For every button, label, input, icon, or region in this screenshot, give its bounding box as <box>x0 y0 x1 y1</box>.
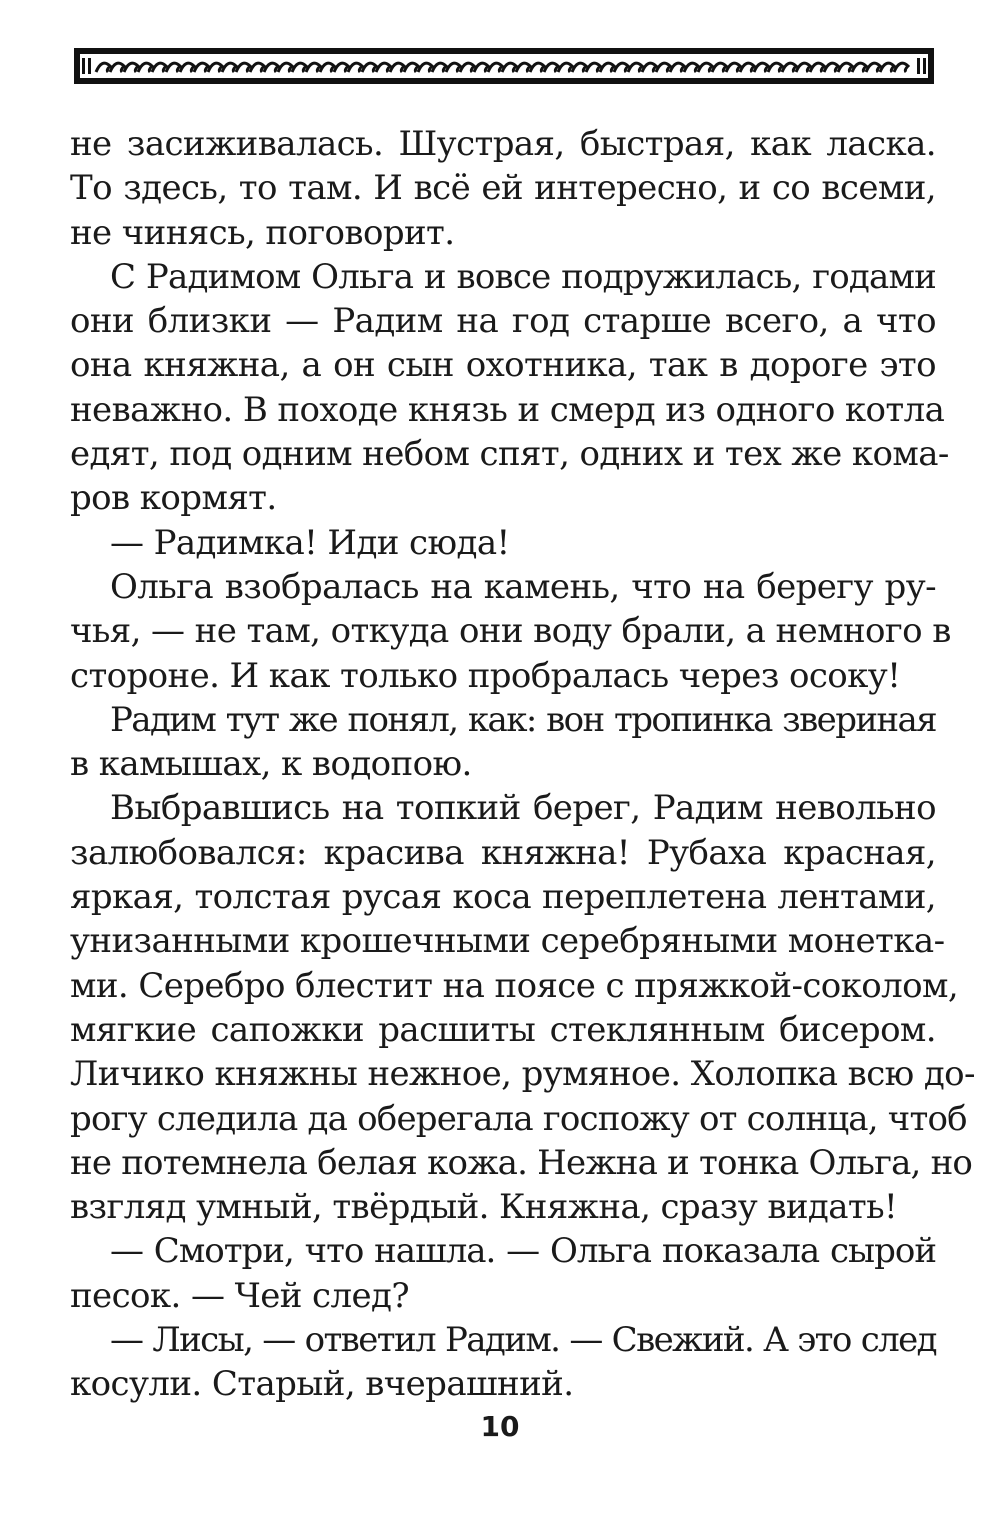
ornamental-border-icon <box>74 46 934 86</box>
page-number: 10 <box>480 1410 520 1443</box>
text-line: залюбовался: красива княжна! Рубаха красная, <box>70 832 936 873</box>
text-line: они близки — Радим на год старше всего, а что <box>70 301 936 342</box>
text-line: она княжна, а он сын охотника, так в дороге это <box>70 345 936 386</box>
page-text <box>70 122 975 1407</box>
text-line: Выбравшись на топкий берег, Радим невольно <box>110 788 936 829</box>
text-line: едят, под одним небом спят, одних и тех же кома- <box>70 434 949 475</box>
text-line: взгляд умный, твёрдый. Княжна, сразу видать! <box>70 1187 898 1228</box>
text-line: унизанными крошечными серебряными монетка- <box>70 921 945 962</box>
text-line: яркая, толстая русая коса переплетена лентами, <box>70 877 936 918</box>
text-line: ров кормят. <box>70 478 277 519</box>
text-line: Радим тут же понял, как: вон тропинка звериная <box>110 699 936 740</box>
text-line: песок. — Чей след? <box>70 1275 409 1316</box>
text-line: не потемнела белая кожа. Нежна и тонка Ольга, но <box>70 1142 973 1183</box>
text-line: — Радимка! Иди сюда! <box>110 522 510 563</box>
text-line: — Лисы, — ответил Радим. — Свежий. А это след <box>110 1320 936 1361</box>
text-line: мягкие сапожки расшиты стеклянным бисером. <box>70 1009 936 1050</box>
text-line: То здесь, то там. И всё ей интересно, и со всеми, <box>70 168 936 209</box>
text-line: косули. Старый, вчерашний. <box>70 1364 574 1405</box>
text-line: — Смотри, что нашла. — Ольга показала сырой <box>110 1231 936 1272</box>
text-line: чья, — не там, откуда они воду брали, а немного в <box>70 611 951 652</box>
text-line: ми. Серебро блестит на поясе с пряжкой-соколом, <box>70 965 959 1006</box>
text-line: стороне. И как только пробралась через осоку! <box>70 655 901 696</box>
text-line: Ольга взобралась на камень, что на берегу ру- <box>110 566 936 607</box>
text-line: С Радимом Ольга и вовсе подружилась, годами <box>110 256 936 297</box>
text-line: не засиживалась. Шустрая, быстрая, как ласка. <box>70 124 936 164</box>
text-line: неважно. В походе князь и смерд из одного котла <box>70 389 945 430</box>
text-line: не чинясь, поговорит. <box>70 212 455 253</box>
text-line: Личико княжны нежное, румяное. Холопка всю до- <box>70 1054 975 1095</box>
text-line: рогу следила да оберегала госпожу от солнца, чтоб <box>70 1098 967 1139</box>
text-line: в камышах, к водопою. <box>70 744 472 785</box>
